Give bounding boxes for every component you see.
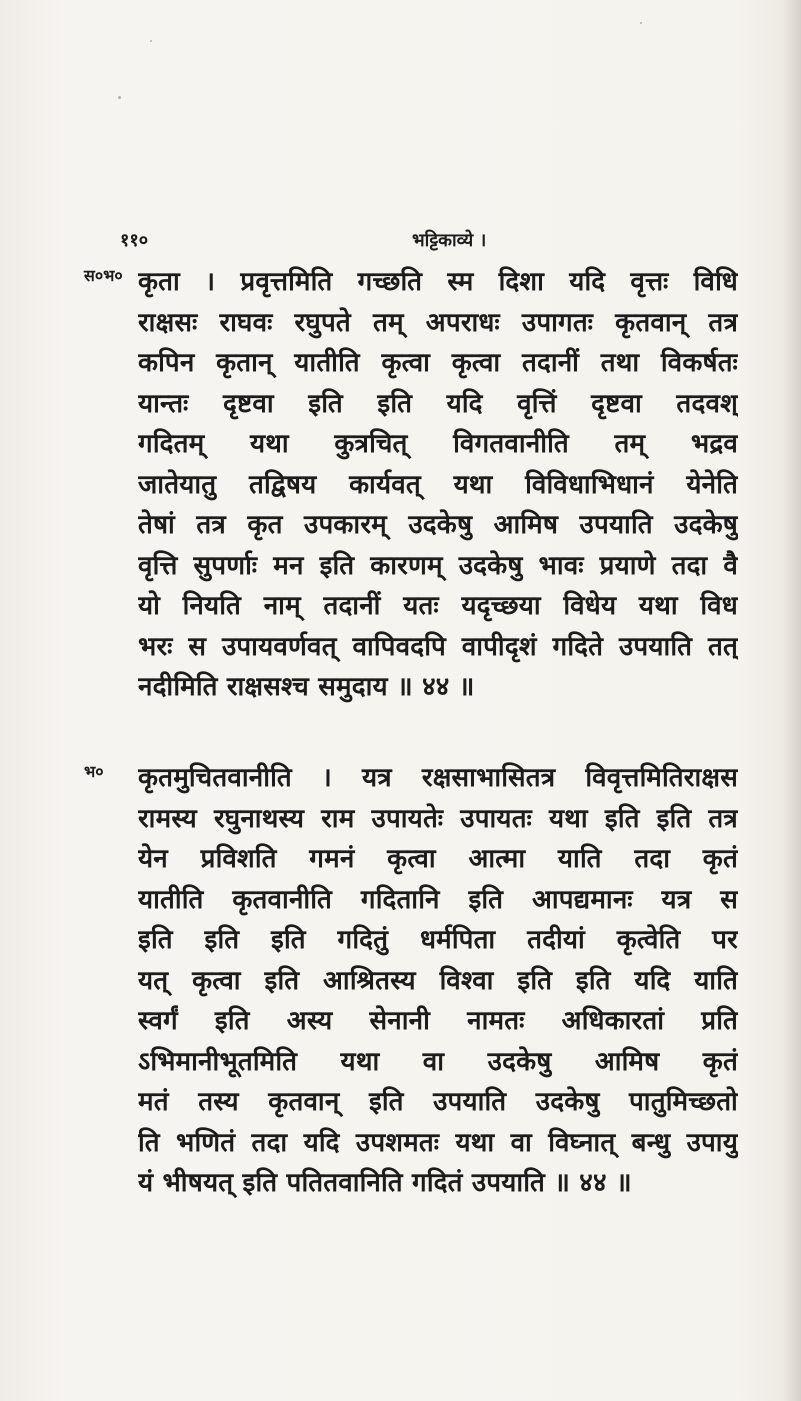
text-line: यो नियति नाम् तदानीं यतः यदृच्छया विधेय यथा विध (138, 591, 738, 621)
page-number: ११० (120, 230, 149, 251)
text-line: तेषां तत्र कृत उपकारम् उदकेषु आमिष उपयाति उदकेषु (138, 510, 738, 540)
text-line: इति इति इति गदितुं धर्मपिता तदीयां कृत्वेति पर (138, 925, 738, 955)
text-line: राक्षसः राघवः रघुपते तम् अपराधः उपागतः कृतवान् तत्र (138, 307, 738, 338)
text-line: कृतमुचितवानीति । यत्र रक्षसाभासितत्र विवृत्तमितिराक्षस (138, 763, 738, 793)
paper-speck (118, 96, 121, 99)
text-line: ति भणितं तदा यदि उपशमतः यथा वा विघ्नात् बन्धु उपायु (138, 1127, 738, 1158)
text-line: स्वर्गं इति अस्य सेनानी नामतः अधिकारतां प्रति (138, 1006, 738, 1036)
paper-speck (640, 22, 642, 24)
text-line: यान्तः दृष्टवा इति इति यदि वृत्तिं दृष्टवा तदवश् (138, 388, 738, 419)
page-edge-shadow (783, 0, 801, 1401)
text-line: मतं तस्य कृतवान् इति उपयाति उदकेषु पातुमिच्छतो (138, 1087, 738, 1117)
text-line: कृता । प्रवृत्तमिति गच्छति स्म दिशा यदि वृत्तः विधि (138, 267, 738, 297)
text-line: भरः स उपायवर्णवत् वापिवदपि वापीदृशं गदिते उपयाति तत् (138, 631, 738, 662)
text-line: जातेयातु तद्विषय कार्यवत् यथा विविधाभिधानं येनेति (138, 469, 738, 500)
text-line: गदितम् यथा कुत्रचित् विगतवानीति तम् भद्रव (138, 429, 738, 459)
paper-speck (150, 40, 152, 42)
text-line: यत् कृत्वा इति आश्रितस्य विश्वा इति इति यदि याति (138, 965, 738, 996)
text-line: येन प्रविशति गमनं कृत्वा आत्मा याति तदा कृतं (138, 844, 738, 874)
text-line: नदीमिति राक्षसश्च समुदाय ॥ ४४ ॥ (138, 672, 475, 702)
running-head: भट्टिकाव्ये । (412, 230, 487, 251)
commentary-paragraph (138, 262, 738, 708)
page-header (120, 228, 720, 254)
text-line: रामस्य रघुनाथस्य राम उपायतेः उपायतः यथा इति इति तत्र (138, 803, 738, 834)
text-line: ऽभिमानीभूतमिति यथा वा उदकेषु आमिष कृतं (138, 1046, 738, 1077)
margin-reference: स०भ० (84, 266, 123, 285)
text-line: यातीति कृतवानीति गदितानि इति आपद्यमानः यत्र स (138, 884, 738, 915)
text-line: कपिन कृतान् यातीति कृत्वा कृत्वा तदानीं तथा विकर्षतः (138, 348, 738, 378)
commentary-paragraph (138, 758, 738, 1204)
margin-reference: भ० (84, 762, 104, 781)
text-line: वृत्ति सुपर्णाः मन इति कारणम् उदकेषु भावः प्रयाणे तदा वै (138, 550, 738, 581)
text-line: यं भीषयत् इति पतितवानिति गदितं उपयाति ॥ ४४ ॥ (138, 1168, 632, 1198)
